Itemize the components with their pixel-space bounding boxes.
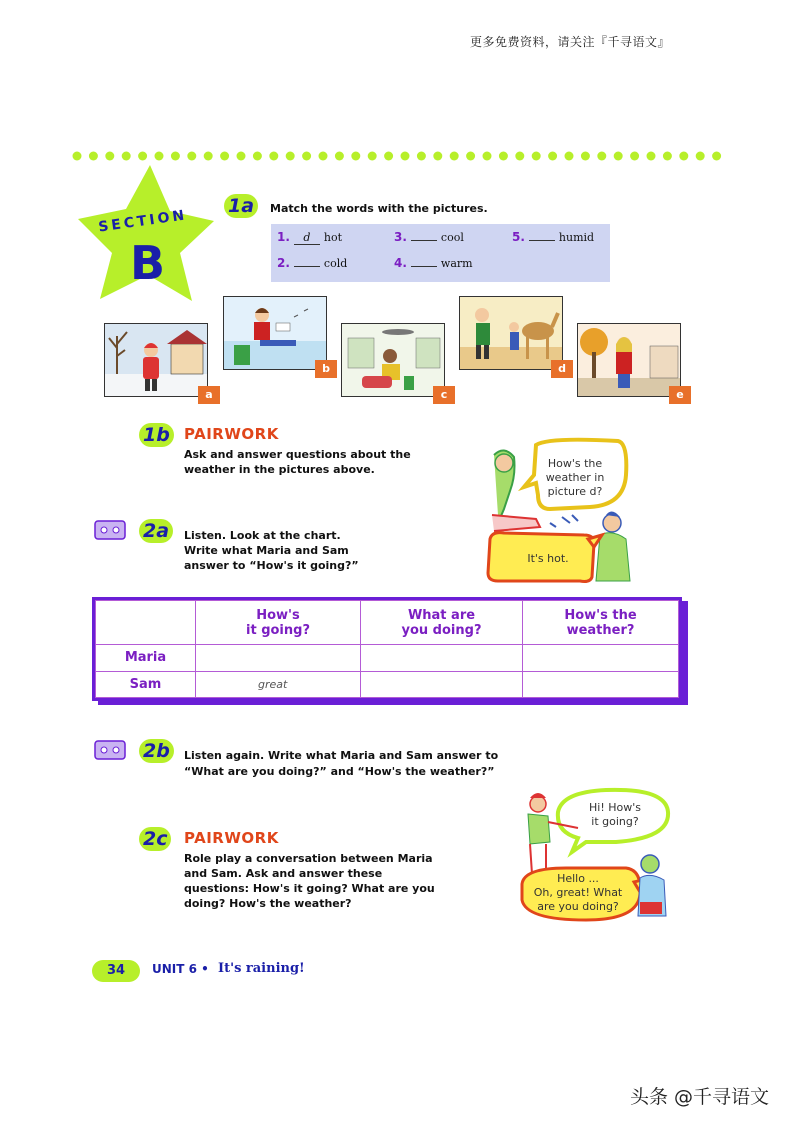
divider-dot (712, 152, 721, 161)
unit-label: UNIT 6 • (152, 962, 209, 976)
match-num: 3. (394, 230, 407, 244)
match-item-5 (512, 230, 594, 244)
badge-1b: 1b (139, 423, 174, 447)
divider-dot (499, 152, 508, 161)
promo-text: 更多免费资料，请关注『千寻语文』 (470, 35, 671, 49)
speech-bubble-question (540, 457, 610, 499)
cassette-icon (94, 740, 126, 760)
instruction-2c-line1: Role play a conversation between Maria (184, 852, 433, 865)
bubble-line: picture d? (547, 485, 603, 498)
table-corner (96, 601, 196, 645)
instruction-1b-line2: weather in the pictures above. (184, 463, 375, 476)
instruction-2c-line2: and Sam. Ask and answer these (184, 867, 383, 880)
column-header-doing: What are you doing? (361, 601, 523, 645)
picture-d (459, 296, 563, 370)
instruction-2a-line2: Write what Maria and Sam (184, 544, 349, 557)
column-header-going: How's it going? (196, 601, 361, 645)
match-item-1 (277, 230, 342, 245)
pairwork-heading-1b: PAIRWORK (184, 425, 279, 443)
divider-dot (204, 152, 213, 161)
divider-dot (351, 152, 360, 161)
divider-dot (597, 152, 606, 161)
divider-dot (401, 152, 410, 161)
beach-scene-illustration (224, 297, 327, 370)
picture-e (577, 323, 681, 397)
row-header-maria: Maria (96, 645, 196, 672)
divider-dot (368, 152, 377, 161)
match-word: cool (440, 231, 464, 244)
answer-cell[interactable] (196, 645, 361, 672)
section-label: SECTION (97, 207, 189, 236)
instruction-2b-line2: “What are you doing?” and “How's the weather?” (184, 765, 495, 778)
match-num: 2. (277, 256, 290, 270)
badge-2b: 2b (139, 739, 174, 763)
divider-dot (319, 152, 328, 161)
instruction-1b-line1: Ask and answer questions about the (184, 448, 411, 461)
divider-dot (417, 152, 426, 161)
divider-dot (663, 152, 672, 161)
column-header-weather: How's the weather? (523, 601, 679, 645)
picture-label-d: d (551, 360, 573, 378)
answer-blank[interactable]: d (294, 231, 320, 245)
instruction-2c-line3: questions: How's it going? What are you (184, 882, 435, 895)
instruction-2b-line1: Listen again. Write what Maria and Sam answer to (184, 749, 499, 762)
divider-dot (630, 152, 639, 161)
picture-label-a: a (198, 386, 220, 404)
answer-cell[interactable] (523, 645, 679, 672)
bubble-line: Hi! How's (589, 801, 641, 814)
divider-dot (73, 152, 82, 161)
match-word: humid (558, 231, 595, 244)
match-item-2 (277, 256, 347, 270)
badge-1a: 1a (224, 194, 258, 218)
divider-dot (565, 152, 574, 161)
picture-label-c: c (433, 386, 455, 404)
divider-dot (548, 152, 557, 161)
answer-blank[interactable] (529, 240, 555, 241)
match-item-4 (394, 256, 473, 270)
match-word: cold (323, 257, 348, 270)
cassette-icon (94, 520, 126, 540)
answer-cell[interactable] (361, 671, 523, 698)
divider-dot (286, 152, 295, 161)
divider-dot (466, 152, 475, 161)
match-num: 1. (277, 230, 290, 244)
divider-dot (433, 152, 442, 161)
match-num: 4. (394, 256, 407, 270)
divider-dot (302, 152, 311, 161)
divider-dot (696, 152, 705, 161)
answer-blank[interactable] (411, 240, 437, 241)
answer-cell-sam-going[interactable]: great (196, 671, 361, 698)
divider-dot (187, 152, 196, 161)
speech-bubble-reply (528, 872, 628, 914)
badge-2c: 2c (139, 827, 171, 851)
divider-dot (138, 152, 147, 161)
divider-dot (647, 152, 656, 161)
picture-a (104, 323, 208, 397)
divider-dot (679, 152, 688, 161)
watermark: 头条 @千寻语文 (630, 1086, 770, 1108)
match-num: 5. (512, 230, 525, 244)
divider-dot (89, 152, 98, 161)
divider-dot (614, 152, 623, 161)
dotted-divider (72, 150, 722, 162)
badge-2a: 2a (139, 519, 173, 543)
divider-dot (220, 152, 229, 161)
autumn-scene-illustration (578, 324, 681, 397)
divider-dot (237, 152, 246, 161)
answer-blank[interactable] (411, 266, 437, 267)
divider-dot (122, 152, 131, 161)
instruction-2a-line3: answer to “How's it going?” (184, 559, 359, 572)
bubble-line: Oh, great! What (533, 886, 623, 899)
table-row (96, 671, 679, 698)
instruction-1a: Match the words with the pictures. (270, 202, 488, 215)
divider-dot (532, 152, 541, 161)
picture-label-b: b (315, 360, 337, 378)
bubble-line: it going? (591, 815, 639, 828)
divider-dot (450, 152, 459, 161)
match-word: warm (440, 257, 473, 270)
divider-dot (105, 152, 114, 161)
answer-blank[interactable] (294, 266, 320, 267)
instruction-2a-line1: Listen. Look at the chart. (184, 529, 341, 542)
section-letter: B (130, 236, 166, 290)
divider-dot (155, 152, 164, 161)
bubble-line: are you doing? (537, 900, 619, 913)
divider-dot (335, 152, 344, 161)
listening-chart (92, 597, 682, 701)
instruction-2c-line4: doing? How's the weather? (184, 897, 352, 910)
picture-label-e: e (669, 386, 691, 404)
divider-dot (483, 152, 492, 161)
answer-cell[interactable] (361, 645, 523, 672)
winter-scene-illustration (105, 324, 208, 397)
match-box (271, 224, 610, 282)
speech-bubble-answer: It's hot. (527, 552, 569, 565)
divider-dot (581, 152, 590, 161)
answer-cell[interactable] (523, 671, 679, 698)
speech-bubble-greeting (580, 801, 650, 829)
desert-scene-illustration (460, 297, 563, 370)
bubble-line: How's the (547, 457, 603, 470)
unit-title: It's raining! (218, 961, 305, 976)
match-word: hot (323, 231, 343, 244)
pairwork-heading-2c: PAIRWORK (184, 829, 279, 847)
divider-dot (384, 152, 393, 161)
match-item-3 (394, 230, 464, 244)
humid-room-illustration (342, 324, 445, 397)
divider-dot (269, 152, 278, 161)
divider-dot (515, 152, 524, 161)
table-row (96, 645, 679, 672)
divider-dot (171, 152, 180, 161)
bubble-line: weather in (545, 471, 605, 484)
divider-dot (253, 152, 262, 161)
page-number: 34 (92, 960, 140, 982)
bubble-line: Hello ... (557, 872, 599, 885)
picture-c (341, 323, 445, 397)
row-header-sam: Sam (96, 671, 196, 698)
picture-b (223, 296, 327, 370)
